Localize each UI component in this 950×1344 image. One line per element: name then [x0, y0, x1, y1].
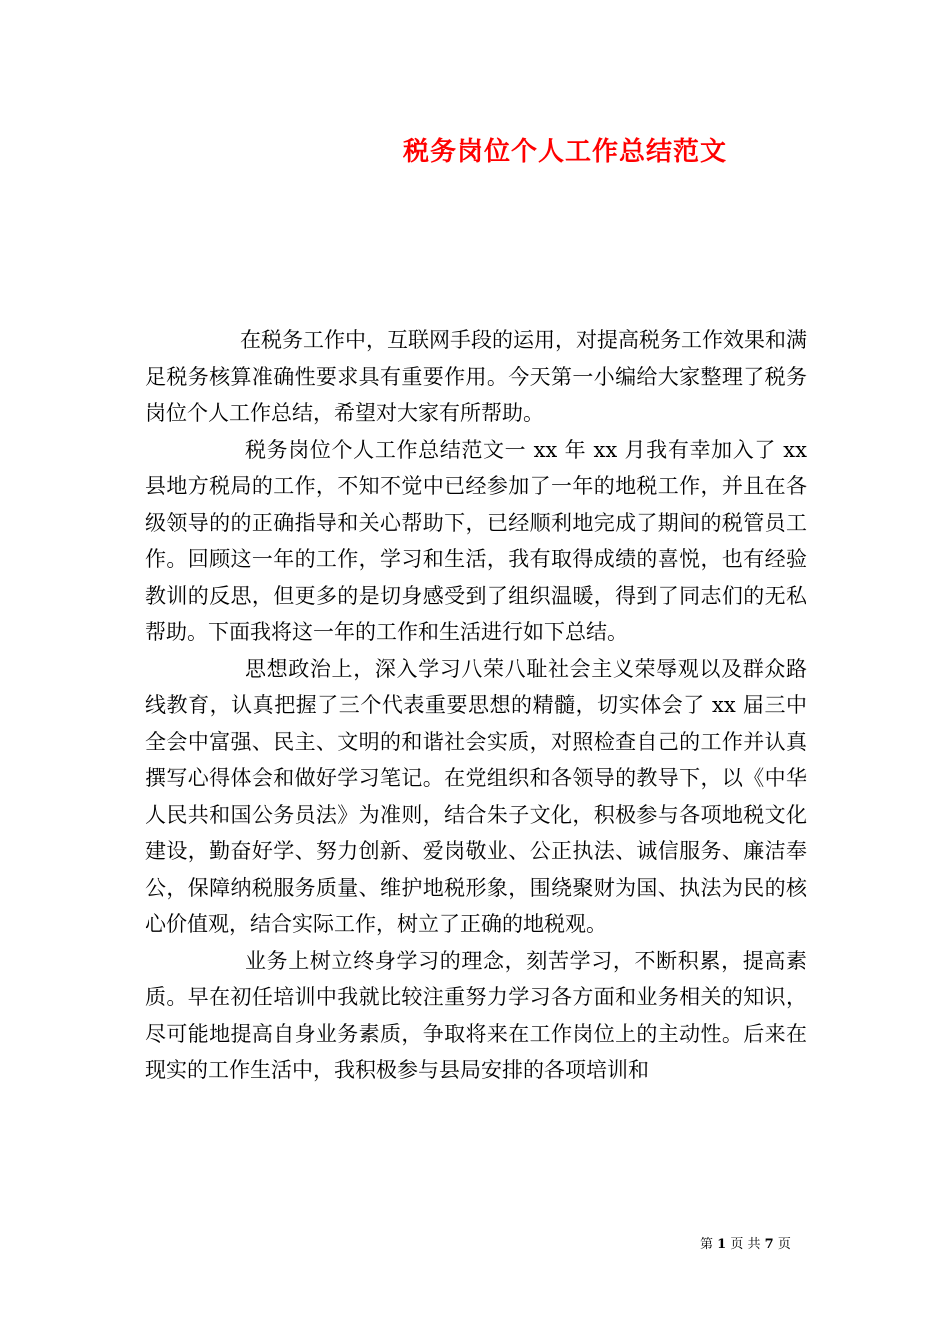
paragraph-business-study: 业务上树立终身学习的理念，刻苦学习，不断积累，提高素质。早在初任培训中我就比较注重努力学习各方面和业务相关的知识，尽可能地提高自身业务素质，争取将来在工作岗位上的主动性。后来在现实的工作生活中，我积极参与县局安排的各项培训和 [145, 948, 807, 1082]
footer-suffix: 页 [777, 1237, 791, 1252]
document-title: 税务岗位个人工作总结范文 [402, 137, 727, 167]
paragraph-summary-opening: 税务岗位个人工作总结范文一 xx 年 xx 月我有幸加入了 xx 县地方税局的工作，不知不觉中已经参加了一年的地税工作，并且在各级领导的的正确指导和关心帮助下，已经顺利地完成了期间的税管员工作。回顾这一年的工作，学习和生活，我有取得成绩的喜悦，也有经验教训的反思，但更多的是切身感受到了组织温暖，得到了同志们的无私帮助。下面我将这一年的工作和生活进行如下总结。 [145, 437, 807, 644]
footer-current-page: 1 [717, 1237, 727, 1252]
footer-middle: 页 共 [730, 1237, 761, 1252]
footer-prefix: 第 [700, 1237, 714, 1252]
page-number-footer [700, 1236, 791, 1254]
paragraph-intro: 在税务工作中，互联网手段的运用，对提高税务工作效果和满足税务核算准确性要求具有重要作用。今天第一小编给大家整理了税务岗位个人工作总结，希望对大家有所帮助。 [145, 328, 807, 425]
paragraph-political-thought: 思想政治上，深入学习八荣八耻社会主义荣辱观以及群众路线教育，认真把握了三个代表重要思想的精髓，切实体会了 xx 届三中全会中富强、民主、文明的和谐社会实质，对照检查自己的工作并认真撰写心得体会和做好学习笔记。在党组织和各领导的教导下，以《中华人民共和国公务员法》为准则，结合朱子文化，积极参与各项地税文化建设，勤奋好学、努力创新、爱岗敬业、公正执法、诚信服务、廉洁奉公，保障纳税服务质量、维护地税形象，围绕聚财为国、执法为民的核心价值观，结合实际工作，树立了正确的地税观。 [145, 656, 807, 936]
footer-total-pages: 7 [764, 1237, 774, 1252]
document-body [145, 322, 807, 1089]
